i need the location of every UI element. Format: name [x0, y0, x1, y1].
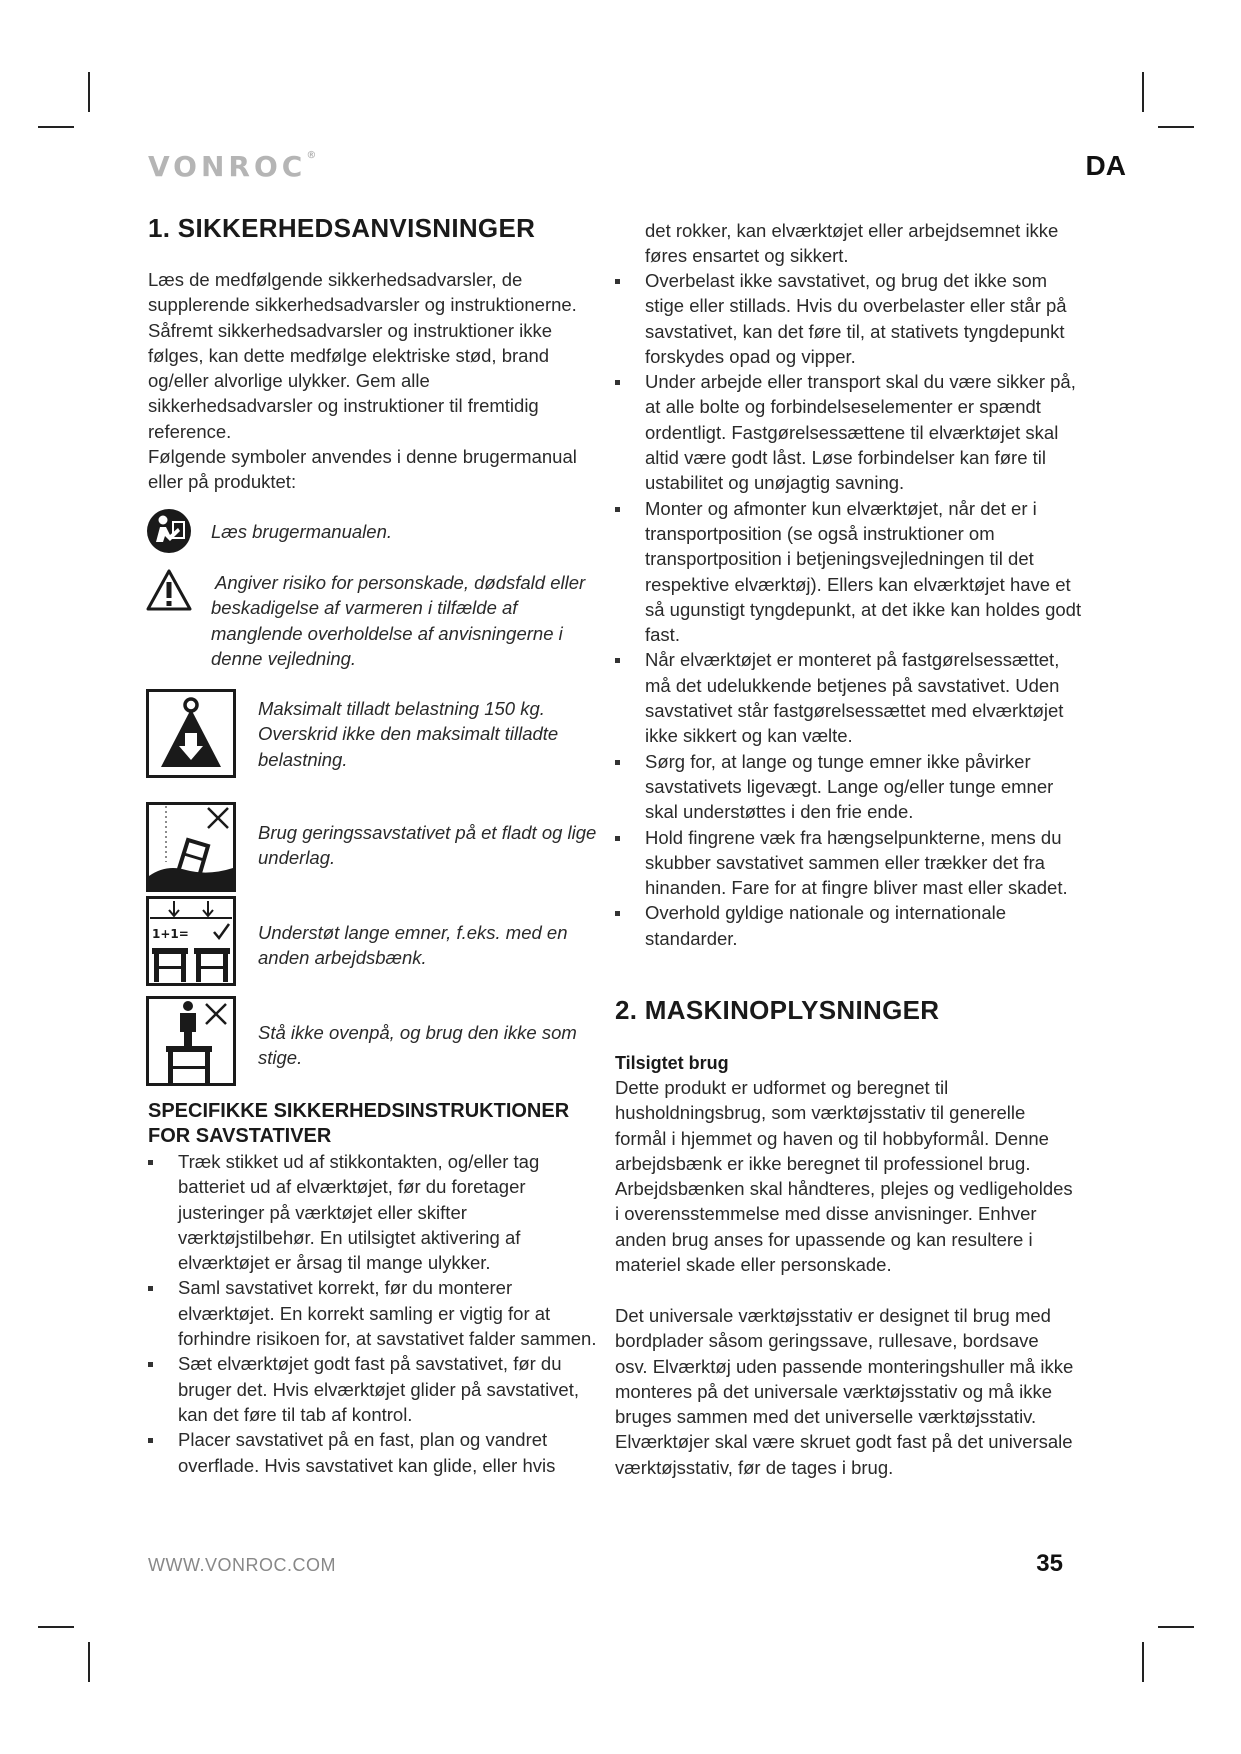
language-code: DA — [1085, 150, 1126, 181]
intro-paragraph: Læs de medfølgende sikkerhedsadvarsler, de supplerende sikkerhedsadvarsler og instruktionerne. Såfremt sikkerhedsadvarsler og instruktioner ikke følges, kan dette medfølge elektriske stød, brand og/eller alvorlige ulykker. Gem alle sikkerhedsadvarsler og instruktioner til fremtidig reference. — [148, 269, 577, 442]
symbol-description: Stå ikke ovenpå, og brug den ikke som stige. — [258, 1022, 577, 1069]
icon-label: 1+1= — [152, 927, 189, 941]
read-manual-icon — [146, 508, 192, 554]
section-title: 1. SIKKERHEDSANVISNINGER — [148, 213, 536, 243]
support-long-workpieces-icon — [146, 896, 236, 986]
intended-use-paragraph: Det universale værktøjsstativ er designet til brug med bordplader såsom geringssave, rullesave, bordsave osv. Elværktøj uden passende monteringshuller må ikke monteres på det universale værktøjsstativ og må ikke bruges sammen med det universelle værktøjsstativ. Elværktøjer skal være skruet godt fast på det universale værktøjsstativ, før de tages i brug. — [615, 1305, 1074, 1478]
list-item: Placer savstativet på en fast, plan og vandret overflade. Hvis savstativet kan glide, eller hvis — [148, 1427, 598, 1478]
crop-mark — [1142, 72, 1144, 112]
section-title: 2. MASKINOPLYSNINGER — [615, 995, 940, 1025]
footer-url: WWW.VONROC.COM — [148, 1555, 336, 1575]
symbols-intro: Følgende symboler anvendes i denne brugermanual eller på produktet: — [148, 446, 577, 493]
list-item: Når elværktøjet er monteret på fastgørelsessættet, må det udelukkende betjenes på savstativet. Uden savstativet står fastgørelsessættet med elværktøjet ikke sikkert og kan vælte. — [615, 647, 1085, 748]
list-item: Overhold gyldige nationale og internationale standarder. — [615, 900, 1085, 951]
list-item: Overbelast ikke savstativet, og brug det ikke som stige eller stillads. Hvis du overbelaster eller står på savstativet, kan det føre til, at stativets tyngdepunkt forskydes opad og vipper. — [615, 268, 1085, 369]
max-load-icon — [146, 689, 236, 778]
list-item: Sørg for, at lange og tunge emner ikke påvirker savstativets ligevægt. Lange og/eller tunge emner skal understøttes i den frie ende. — [615, 749, 1085, 825]
symbol-description: Angiver risiko for personskade, dødsfald eller beskadigelse af varmeren i tilfælde af manglende overholdelse af anvisningerne i denne vejledning. — [211, 572, 586, 669]
brand-logo: VONROC® — [148, 150, 317, 183]
no-standing-icon — [146, 996, 236, 1086]
list-item: Træk stikket ud af stikkontakten, og/eller tag batteriet ud af elværktøjet, før du foretager justeringer på værktøjet eller skifter værktøjstilbehør. En utilsigtet aktivering af elværktøjet er årsag til mange ulykker. — [148, 1149, 598, 1275]
warning-triangle-icon — [146, 568, 192, 612]
list-item: Under arbejde eller transport skal du være sikker på, at alle bolte og forbindelseselementer er spændt ordentligt. Fastgørelsessættene til elværktøjet skal altid være godt låst. Løse forbindelser kan føre til ustabilitet og unøjagtig savning. — [615, 369, 1085, 495]
crop-mark — [38, 126, 74, 128]
page-number: 35 — [1036, 1550, 1063, 1577]
list-item: Monter og afmonter kun elværktøjet, når det er i transportposition (se også instruktioner om transportposition i betjeningsvejledningen til det respektive elværktøj). Ellers kan elværktøjet have et så ugunstigt tyngdepunkt, at det ikke kan holdes godt fast. — [615, 496, 1085, 648]
intended-use-paragraph: Dette produkt er udformet og beregnet til husholdningsbrug, som værktøjsstativ til generelle formål i hjemmet og haven og til hobbyformål. Denne arbejdsbænk er ikke beregnet til professionel brug. Arbejdsbænken skal håndteres, plejes og vedligeholdes i overensstemmelse med disse anvisninger. Enhver anden brug anses for upassende og kan resultere i materiel skade eller personskade. — [615, 1077, 1073, 1276]
crop-mark — [88, 1642, 90, 1682]
crop-mark — [38, 1626, 74, 1628]
crop-mark — [1142, 1642, 1144, 1682]
flat-surface-icon — [146, 802, 236, 892]
symbol-description: Læs brugermanualen. — [211, 521, 392, 542]
specific-safety-list — [148, 1149, 598, 1478]
list-item: Hold fingrene væk fra hængselpunkterne, mens du skubber savstativet sammen eller trækker det fra hinanden. Fare for at fingre bliver mast eller skadet. — [615, 825, 1085, 901]
symbol-description: Understøt lange emner, f.eks. med en anden arbejdsbænk. — [258, 922, 568, 969]
specific-safety-list-continued — [615, 268, 1085, 951]
crop-mark — [88, 72, 90, 112]
list-item: Sæt elværktøjet godt fast på savstativet, før du bruger det. Hvis elværktøjet glider på savstativet, kan det føre til tab af kontrol. — [148, 1351, 598, 1427]
continuation-text: det rokker, kan elværktøjet eller arbejdsemnet ikke føres ensartet og sikkert. — [645, 220, 1059, 267]
list-item: Saml savstativet korrekt, før du monterer elværktøjet. En korrekt samling er vigtig for at forhindre risikoen for, at savstativet falder sammen. — [148, 1275, 598, 1351]
symbol-description: Maksimalt tilladt belastning 150 kg. Overskrid ikke den maksimalt tilladte belastning. — [258, 698, 559, 770]
crop-mark — [1158, 126, 1194, 128]
specific-safety-title: SPECIFIKKE SIKKERHEDSINSTRUKTIONER FOR SAVSTATIVER — [148, 1100, 570, 1147]
crop-mark — [1158, 1626, 1194, 1628]
subsection-title: Tilsigtet brug — [615, 1053, 729, 1073]
symbol-description: Brug geringssavstativet på et fladt og lige underlag. — [258, 822, 597, 869]
